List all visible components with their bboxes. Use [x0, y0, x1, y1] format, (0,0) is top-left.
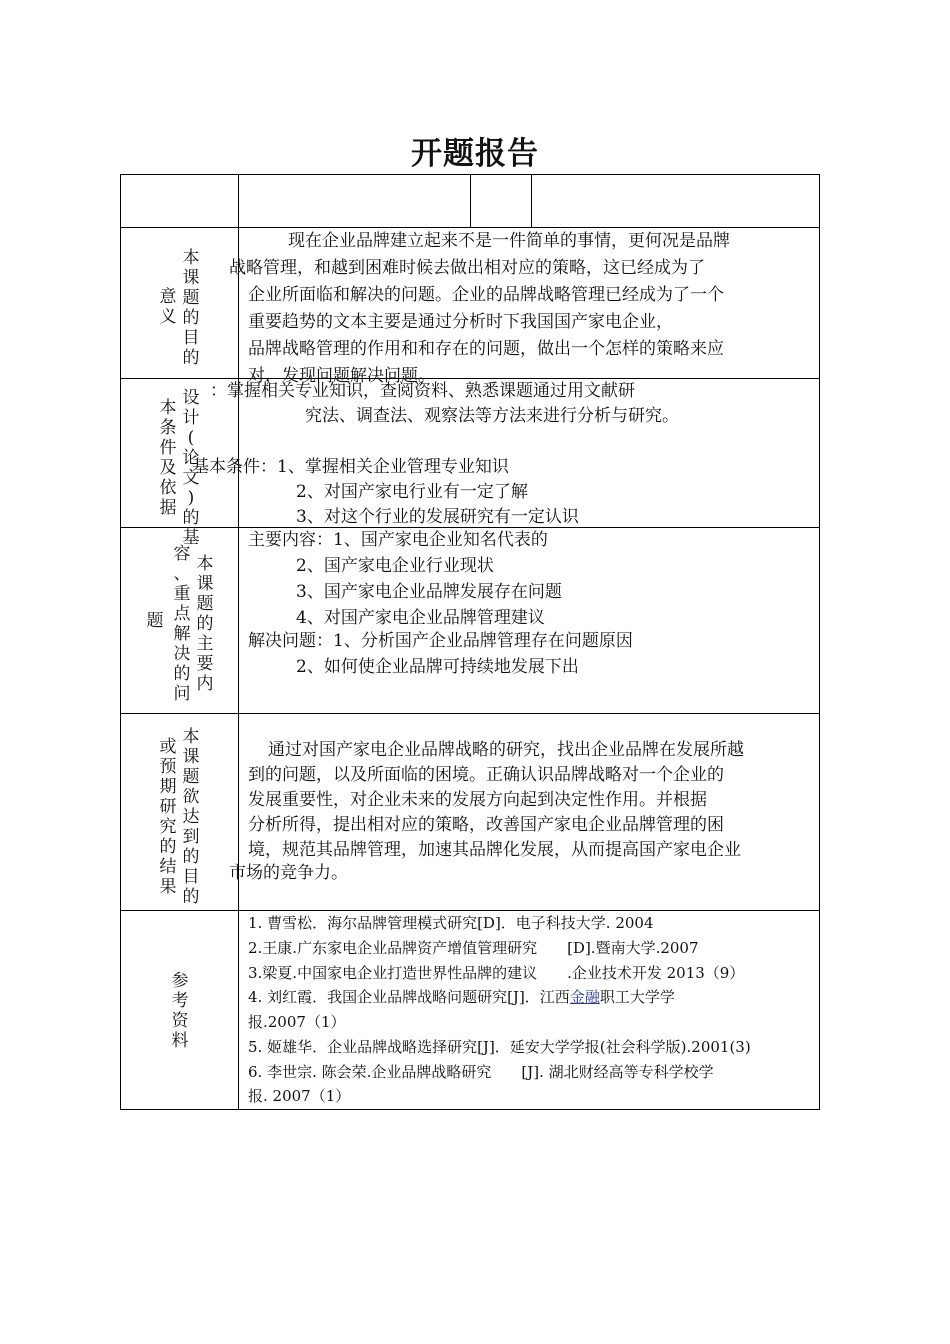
table-border-right [819, 174, 820, 1110]
text-line: 究法、调查法、观察法等方法来进行分析与研究。 [305, 406, 679, 426]
text-line: 重要趋势的文本主要是通过分析时下我国国产家电企业， [248, 312, 673, 332]
text-line: 通过对国产家电企业品牌战略的研究，找出企业品牌在发展所越 [268, 740, 744, 760]
text-line: 主要内容：1、国产家电企业知名代表的 [248, 530, 548, 550]
text-line: 发展重要性，对企业未来的发展方向起到决定性作用。并根据 [248, 790, 707, 810]
text-line: 现在企业品牌建立起来不是一件简单的事情，更何况是品牌 [288, 231, 730, 251]
text-line: 到的问题，以及所面临的困境。正确认识品牌战略对一个企业的 [248, 765, 724, 785]
reference-item: 3.梁夏.中国家电企业打造世界性品牌的建议 .企业技术开发 2013（9） [248, 964, 745, 982]
table-border-left [120, 174, 121, 1110]
reference-item: 报. 2007（1） [248, 1087, 351, 1105]
text-line: 3、国产家电企业品牌发展存在问题 [296, 582, 562, 602]
reference-item [248, 985, 675, 1010]
reference-item: 报.2007（1） [248, 1013, 346, 1031]
text-line: 2、如何使企业品牌可持续地发展下出 [296, 657, 579, 677]
text-line: ：掌握相关专业知识，查阅资料、熟悉课题通过用文献研 [210, 381, 635, 401]
text-line: 企业所面临和解决的问题。企业的品牌战略管理已经成为了一个 [248, 285, 724, 305]
reference-text: 职工大学学 [599, 988, 675, 1006]
text-line: 战略管理，和越到困难时候去做出相对应的策略，这已经成为了 [229, 258, 705, 278]
table-border-bottom [120, 1109, 820, 1110]
text-line: 3、对这个行业的发展研究有一定认识 [296, 507, 579, 527]
text-line: 2、对国产家电行业有一定了解 [296, 482, 528, 502]
header-cell-divider [470, 174, 471, 227]
column-divider [238, 174, 239, 1110]
reference-text: 4. 刘红霞．我国企业品牌战略问题研究[J]．江西 [248, 988, 570, 1006]
reference-item: 1. 曹雪松．海尔品牌管理模式研究[D]．电子科技大学. 2004 [248, 914, 654, 932]
reference-item: 6. 李世宗. 陈会荣.企业品牌战略研究 [J]. 湖北财经高等专科学校学 [248, 1063, 714, 1081]
text-line: 2、国产家电企业行业现状 [296, 556, 494, 576]
row-divider [120, 713, 820, 714]
page-title: 开题报告 [411, 136, 539, 172]
text-line: 品牌战略管理的作用和和存在的问题，做出一个怎样的策略来应 [248, 339, 724, 359]
text-line: 基本条件：1、掌握相关企业管理专业知识 [192, 457, 509, 477]
reference-item: 5. 姬雄华．企业品牌战略选择研究[J]．延安大学学报(社会科学版).2001(3) [248, 1038, 751, 1056]
reference-link[interactable]: 金融 [569, 988, 600, 1006]
text-line: 市场的竞争力。 [229, 863, 348, 883]
text-line: 境，规范其品牌管理，加速其品牌化发展，从而提高国产家电企业 [248, 840, 741, 860]
text-line: 4、对国产家电企业品牌管理建议 [296, 608, 545, 628]
header-cell-divider [531, 174, 532, 227]
text-line: 对，发现问题解决问题。 [248, 366, 435, 386]
text-line: 解决问题：1、分析国产企业品牌管理存在问题原因 [248, 631, 633, 651]
text-line: 分析所得，提出相对应的策略，改善国产家电企业品牌管理的困 [248, 815, 724, 835]
reference-item: 2.王康.广东家电企业品牌资产增值管理研究 [D].暨南大学.2007 [248, 939, 699, 957]
